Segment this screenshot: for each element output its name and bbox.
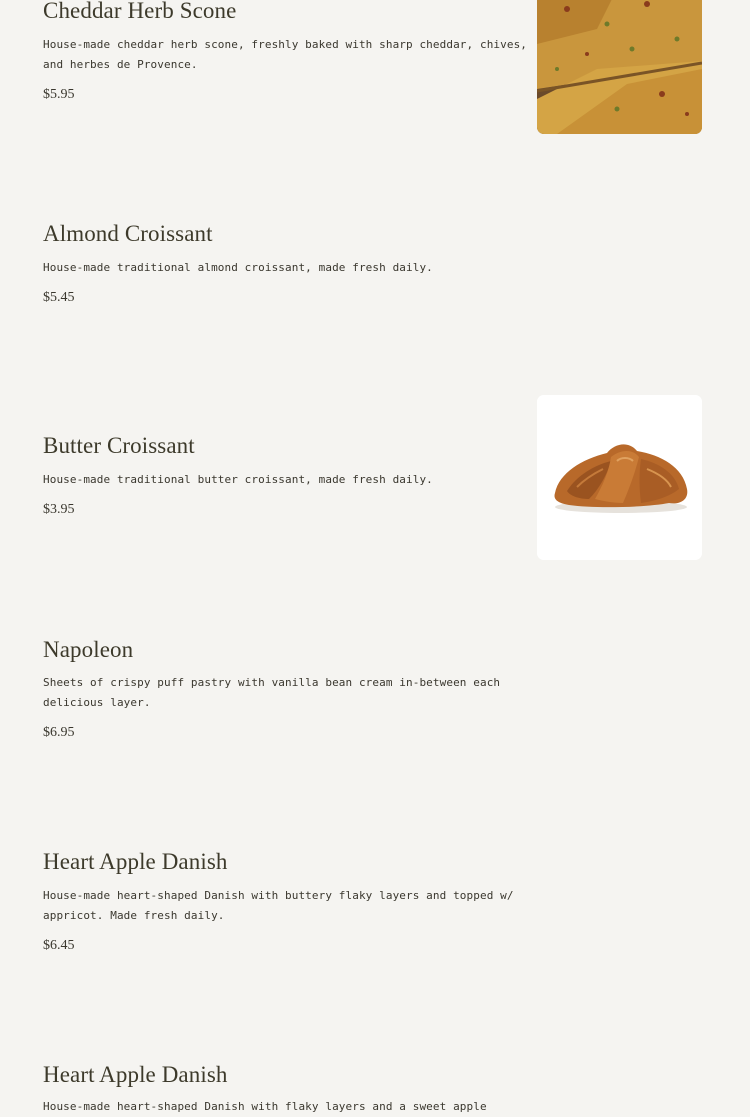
- item-price: $3.95: [43, 502, 75, 517]
- item-name: Napoleon: [43, 637, 134, 662]
- item-name: Butter Croissant: [43, 433, 195, 458]
- croissant-photo-graphic: [537, 395, 702, 560]
- item-price: $5.95: [43, 87, 75, 102]
- item-description: House-made heart-shaped Danish with flaky layers and a sweet apple: [43, 1100, 487, 1113]
- item-price: $5.45: [43, 290, 75, 305]
- item-name: Heart Apple Danish: [43, 849, 228, 874]
- item-description: House-made heart-shaped Danish with buttery flaky layers and topped w/ appricot. Made fresh daily.: [43, 889, 514, 922]
- scone-photo-graphic: [537, 0, 702, 134]
- item-description: House-made traditional almond croissant, made fresh daily.: [43, 261, 433, 274]
- item-name: Heart Apple Danish: [43, 1062, 228, 1087]
- item-description: House-made traditional butter croissant, made fresh daily.: [43, 473, 433, 486]
- scone-photo[interactable]: [537, 0, 702, 134]
- item-name: Cheddar Herb Scone: [43, 0, 237, 23]
- item-description: Sheets of crispy puff pastry with vanilla bean cream in-between each delicious layer.: [43, 676, 501, 709]
- item-price: $6.45: [43, 938, 75, 953]
- item-description: House-made cheddar herb scone, freshly baked with sharp cheddar, chives, and herbes de Provence.: [43, 38, 528, 71]
- item-price: $6.95: [43, 725, 75, 740]
- croissant-photo[interactable]: [537, 395, 702, 560]
- item-name: Almond Croissant: [43, 221, 213, 246]
